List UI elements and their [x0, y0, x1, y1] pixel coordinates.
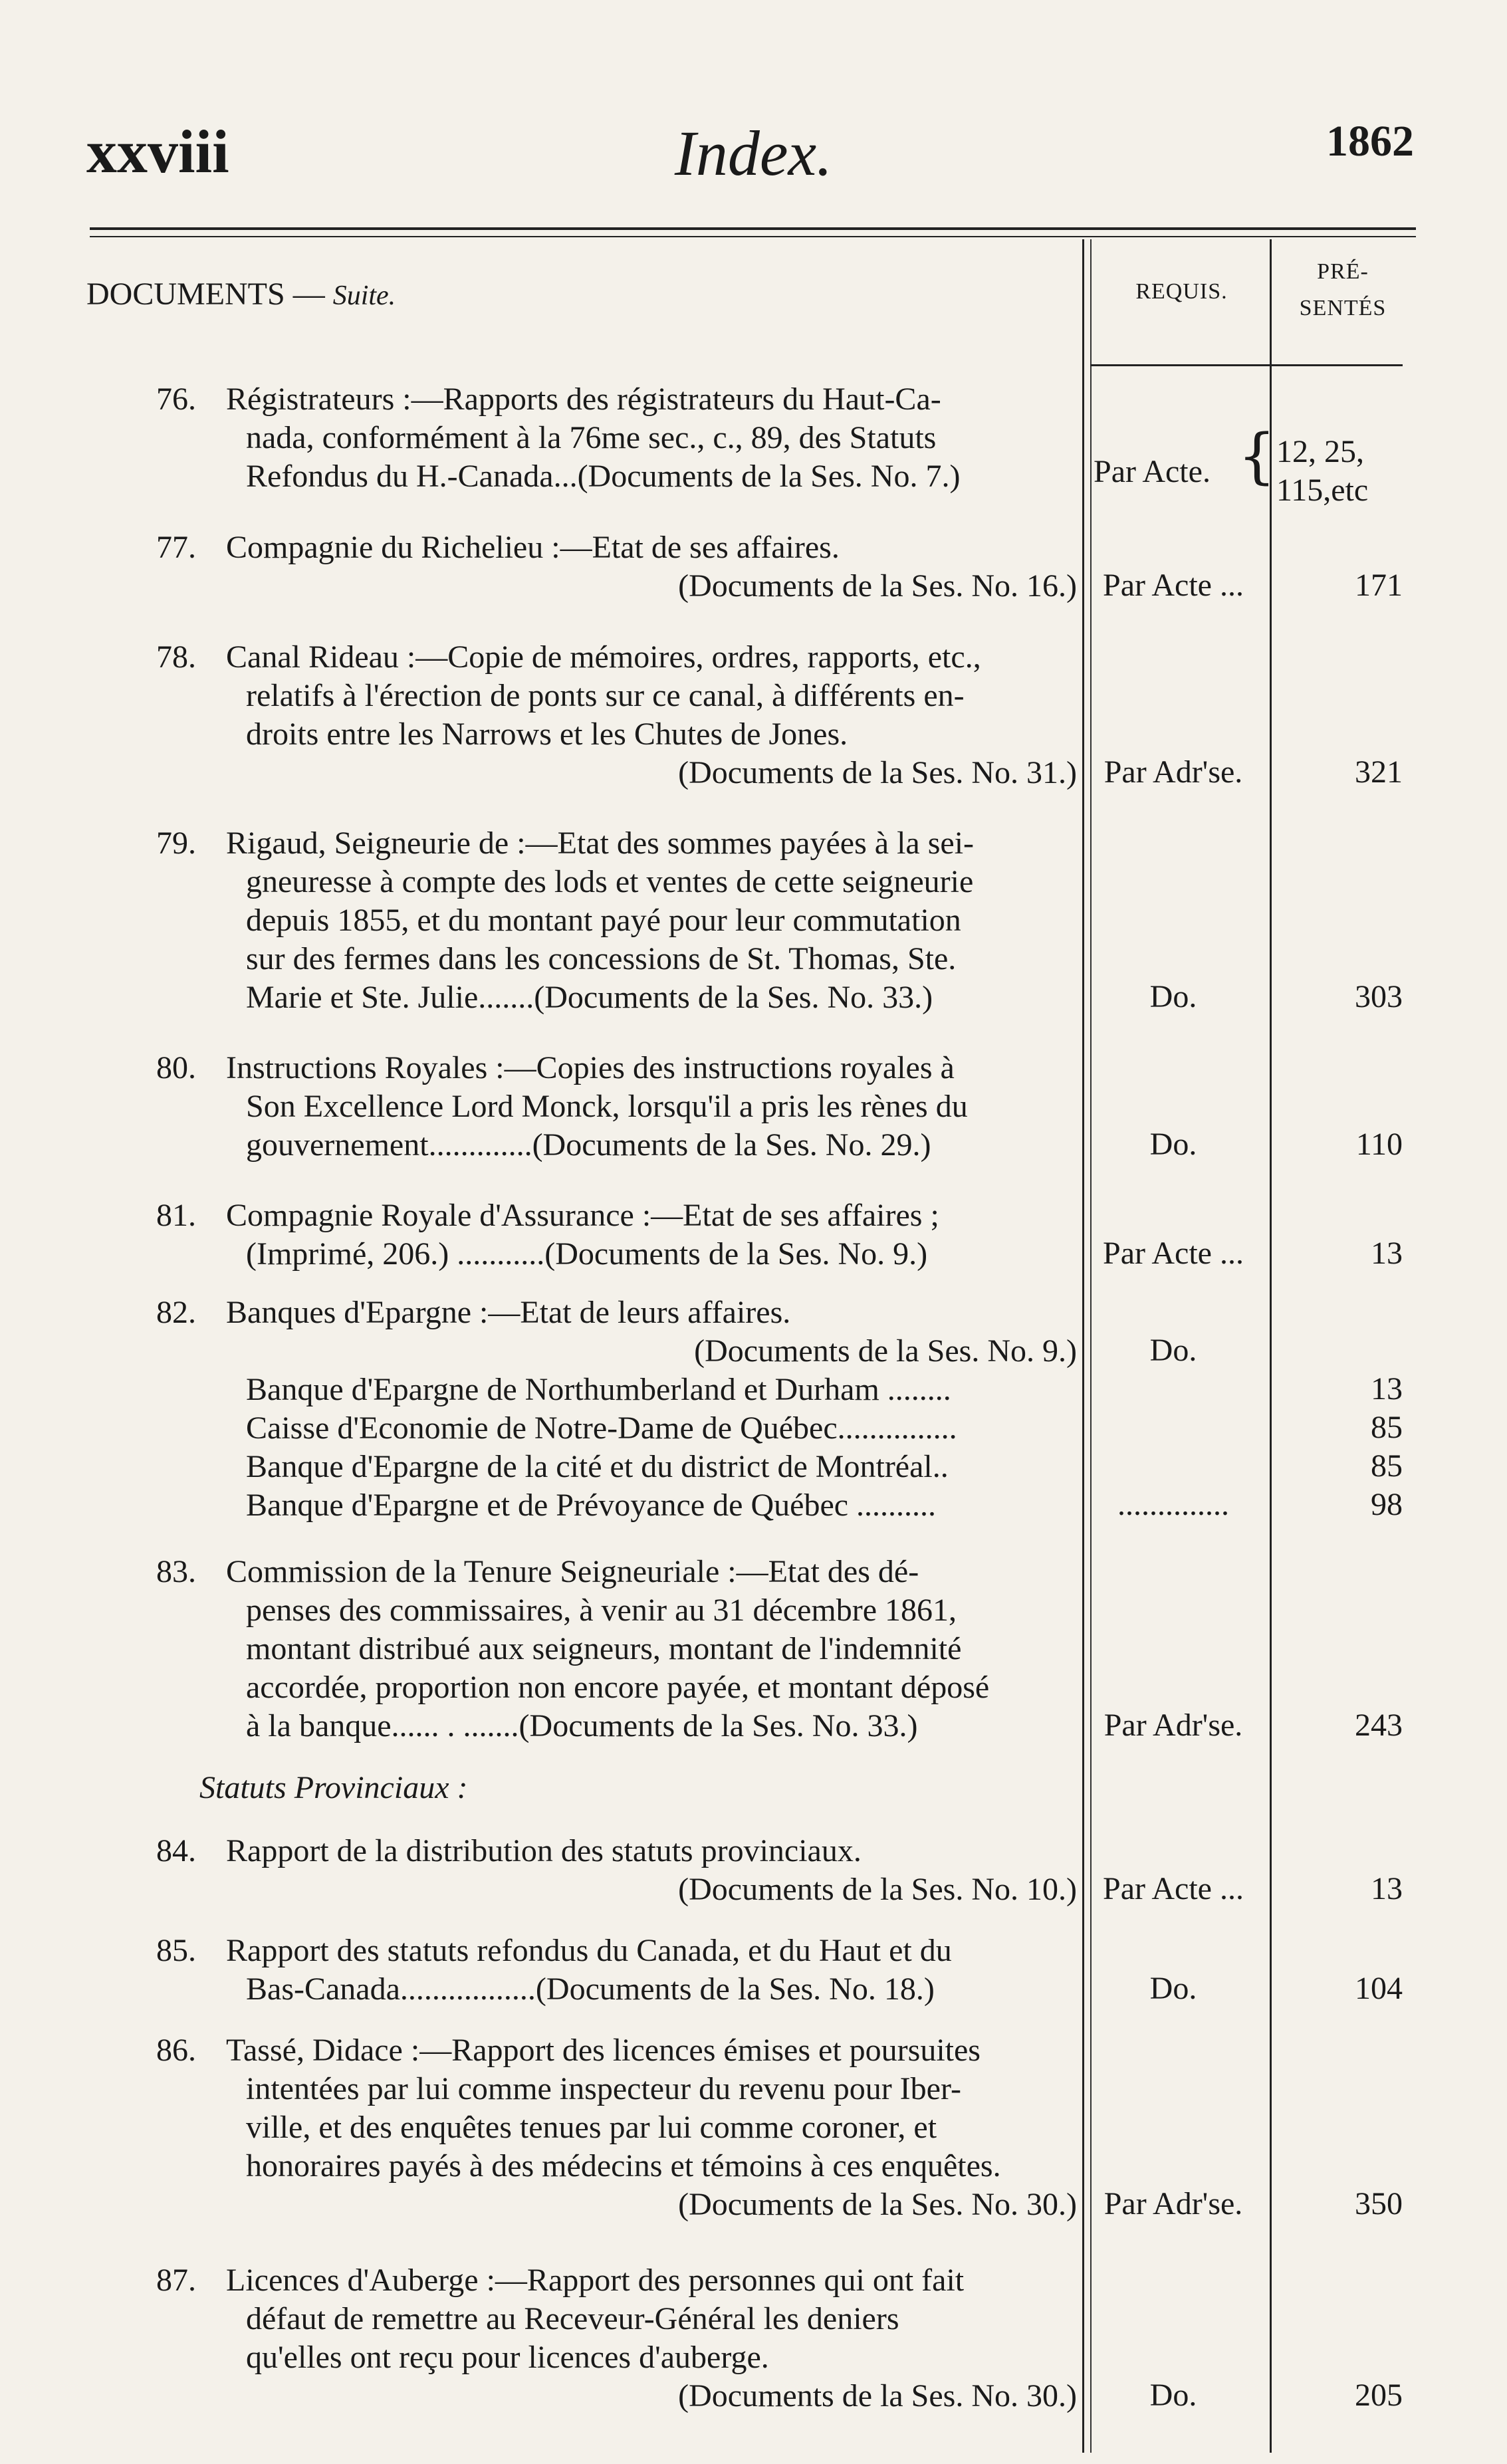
brace-76: { — [1238, 421, 1276, 491]
entry-line: nada, conformément à la 76me sec., c., 89, des Statuts — [246, 420, 937, 455]
entry-80 — [156, 1049, 1077, 1165]
entry-number: 87. — [156, 2263, 196, 2298]
entry-number: 78. — [156, 639, 196, 675]
entry-number: 82. — [156, 1295, 196, 1330]
entry-81 — [156, 1196, 1077, 1274]
presentes-77: 171 — [1355, 568, 1403, 603]
entry-line: Instructions Royales :—Copies des instructions royales à — [226, 1050, 955, 1085]
presentes-81: 13 — [1371, 1236, 1403, 1271]
column-header-presentes-2: SENTÉS — [1299, 296, 1387, 320]
requis-82-dots: .............. — [1117, 1487, 1229, 1522]
requis-83: Par Adr'se. — [1103, 1708, 1243, 1743]
presentes-82-1: 13 — [1371, 1371, 1403, 1406]
header-rule-thick — [90, 227, 1416, 230]
entry-line: Son Excellence Lord Monck, lorsqu'il a pris les rènes du — [246, 1089, 968, 1124]
requis-86: Par Adr'se. — [1103, 2186, 1243, 2221]
requis-79: Do. — [1149, 979, 1197, 1014]
presentes-86: 350 — [1355, 2186, 1403, 2221]
entry-line: Commission de la Tenure Seigneuriale :—Etat des dé- — [226, 1554, 919, 1589]
entry-line: Tassé, Didace :—Rapport des licences émises et poursuites — [226, 2033, 981, 2068]
entry-line: Rigaud, Seigneurie de :—Etat des sommes payées à la sei- — [226, 826, 975, 861]
entry-line: défaut de remettre au Receveur-Général les deniers — [246, 2301, 899, 2336]
presentes-87: 205 — [1355, 2378, 1403, 2413]
entry-number: 79. — [156, 826, 196, 861]
requis-78: Par Adr'se. — [1103, 754, 1243, 790]
requis-77: Par Acte ... — [1103, 568, 1244, 603]
entry-line: Banque d'Epargne de la cité et du district de Montréal.. — [246, 1449, 949, 1484]
entry-line: gneuresse à compte des lods et ventes de cette seigneurie — [246, 864, 974, 899]
entry-number: 83. — [156, 1554, 196, 1589]
entry-83 — [156, 1553, 1077, 1745]
entry-line: (Imprimé, 206.) ...........(Documents de la Ses. No. 9.) — [246, 1236, 928, 1272]
entry-line: (Documents de la Ses. No. 9.) — [694, 1333, 1077, 1369]
entry-number: 80. — [156, 1050, 196, 1085]
requis-81: Par Acte ... — [1103, 1236, 1244, 1271]
presentes-76-1: 12, 25, — [1276, 434, 1364, 469]
presentes-83: 243 — [1355, 1708, 1403, 1743]
entry-number: 81. — [156, 1198, 196, 1233]
entry-line: honoraires payés à des médecins et témoins à ces enquêtes. — [246, 2148, 1001, 2184]
entry-line: Banque d'Epargne et de Prévoyance de Québec .......... — [246, 1488, 937, 1523]
entry-line: à la banque...... . .......(Documents de la Ses. No. 33.) — [246, 1708, 918, 1743]
entry-line: (Documents de la Ses. No. 31.) — [678, 755, 1077, 790]
entry-number: 86. — [156, 2033, 196, 2068]
column-header-presentes-1: PRÉ- — [1317, 259, 1369, 284]
presentes-84: 13 — [1371, 1871, 1403, 1906]
requis-80: Do. — [1149, 1127, 1197, 1162]
requis-82: Do. — [1149, 1333, 1197, 1368]
presentes-80: 110 — [1355, 1127, 1403, 1162]
presentes-82-2: 85 — [1371, 1410, 1403, 1445]
presentes-82-3: 85 — [1371, 1448, 1403, 1484]
presentes-79: 303 — [1355, 979, 1403, 1014]
requis-76: Par Acte. — [1094, 454, 1211, 489]
entry-line: Bas-Canada.................(Documents de la Ses. No. 18.) — [246, 1971, 935, 2007]
requis-84: Par Acte ... — [1103, 1871, 1244, 1906]
entry-line: Refondus du H.-Canada...(Documents de la Ses. No. 7.) — [246, 459, 961, 494]
entry-line: penses des commissaires, à venir au 31 décembre 1861, — [246, 1593, 957, 1628]
requis-85: Do. — [1149, 1971, 1197, 2006]
entry-line: Marie et Ste. Julie.......(Documents de la Ses. No. 33.) — [246, 980, 933, 1015]
entry-line: Banque d'Epargne de Northumberland et Durham ........ — [246, 1372, 951, 1407]
entry-number: 84. — [156, 1833, 196, 1868]
entry-line: Rapport des statuts refondus du Canada, et du Haut et du — [226, 1933, 952, 1968]
presentes-85: 104 — [1355, 1971, 1403, 2006]
entry-number: 76. — [156, 382, 196, 417]
entry-line: montant distribué aux seigneurs, montant de l'indemnité — [246, 1631, 962, 1666]
entry-line: relatifs à l'érection de ponts sur ce canal, à différents en- — [246, 678, 965, 713]
subheading-statuts: Statuts Provinciaux : — [199, 1770, 468, 1805]
year: 1862 — [1326, 117, 1414, 166]
entry-line: droits entre les Narrows et les Chutes de Jones. — [246, 717, 848, 752]
entry-84 — [156, 1832, 1077, 1909]
entry-86 — [156, 2031, 1077, 2224]
entry-line: Rapport de la distribution des statuts provinciaux. — [226, 1833, 862, 1868]
page-header — [0, 110, 1507, 189]
entry-line: qu'elles ont reçu pour licences d'auberge. — [246, 2340, 769, 2375]
entry-line: Canal Rideau :—Copie de mémoires, ordres, rapports, etc., — [226, 639, 981, 675]
entry-number: 85. — [156, 1933, 196, 1968]
column-divider-right — [1270, 239, 1272, 2453]
section-title — [86, 276, 396, 312]
presentes-78: 321 — [1355, 754, 1403, 790]
entry-line: (Documents de la Ses. No. 10.) — [678, 1872, 1077, 1907]
column-header-requis: REQUIS. — [1135, 279, 1228, 304]
entry-line: Compagnie du Richelieu :—Etat de ses affaires. — [226, 530, 840, 565]
page-number: xxviii — [86, 118, 229, 185]
entry-line: Régistrateurs :—Rapports des régistrateurs du Haut-Ca- — [226, 382, 941, 417]
entry-line: (Documents de la Ses. No. 30.) — [678, 2378, 1077, 2413]
entry-line: (Documents de la Ses. No. 16.) — [678, 568, 1077, 604]
entry-85 — [156, 1932, 1077, 2009]
entry-76 — [156, 380, 1077, 496]
entry-77 — [156, 528, 1077, 606]
requis-87: Do. — [1149, 2378, 1197, 2413]
entry-78 — [156, 638, 1077, 792]
header-rule-thin — [90, 236, 1416, 237]
entry-87 — [156, 2261, 1077, 2415]
entry-number: 77. — [156, 530, 196, 565]
page-title: Index. — [674, 118, 833, 189]
header-rule-under-columns — [1090, 364, 1403, 366]
entry-line: Banques d'Epargne :—Etat de leurs affaires. — [226, 1295, 791, 1330]
entry-line: gouvernement.............(Documents de la Ses. No. 29.) — [246, 1127, 931, 1163]
entry-line: Licences d'Auberge :—Rapport des personnes qui ont fait — [226, 2263, 965, 2298]
entry-line: sur des fermes dans les concessions de St. Thomas, Ste. — [246, 941, 957, 976]
entry-line: (Documents de la Ses. No. 30.) — [678, 2187, 1077, 2222]
entry-line: ville, et des enquêtes tenues par lui comme coroner, et — [246, 2110, 937, 2145]
section-suite: Suite. — [332, 280, 396, 311]
entry-line: Compagnie Royale d'Assurance :—Etat de ses affaires ; — [226, 1198, 939, 1233]
entry-line: depuis 1855, et du montant payé pour leur commutation — [246, 903, 961, 938]
entry-line: intentées par lui comme inspecteur du revenu pour Iber- — [246, 2071, 961, 2106]
entry-line: Caisse d'Economie de Notre-Dame de Québec............... — [246, 1410, 957, 1446]
entry-82 — [156, 1293, 1077, 1525]
entry-line: accordée, proportion non encore payée, et montant déposé — [246, 1670, 990, 1705]
presentes-76-2: 115,etc — [1276, 473, 1369, 508]
presentes-82-4: 98 — [1371, 1487, 1403, 1522]
entry-79 — [156, 824, 1077, 1017]
section-title-text: DOCUMENTS — — [86, 277, 325, 312]
